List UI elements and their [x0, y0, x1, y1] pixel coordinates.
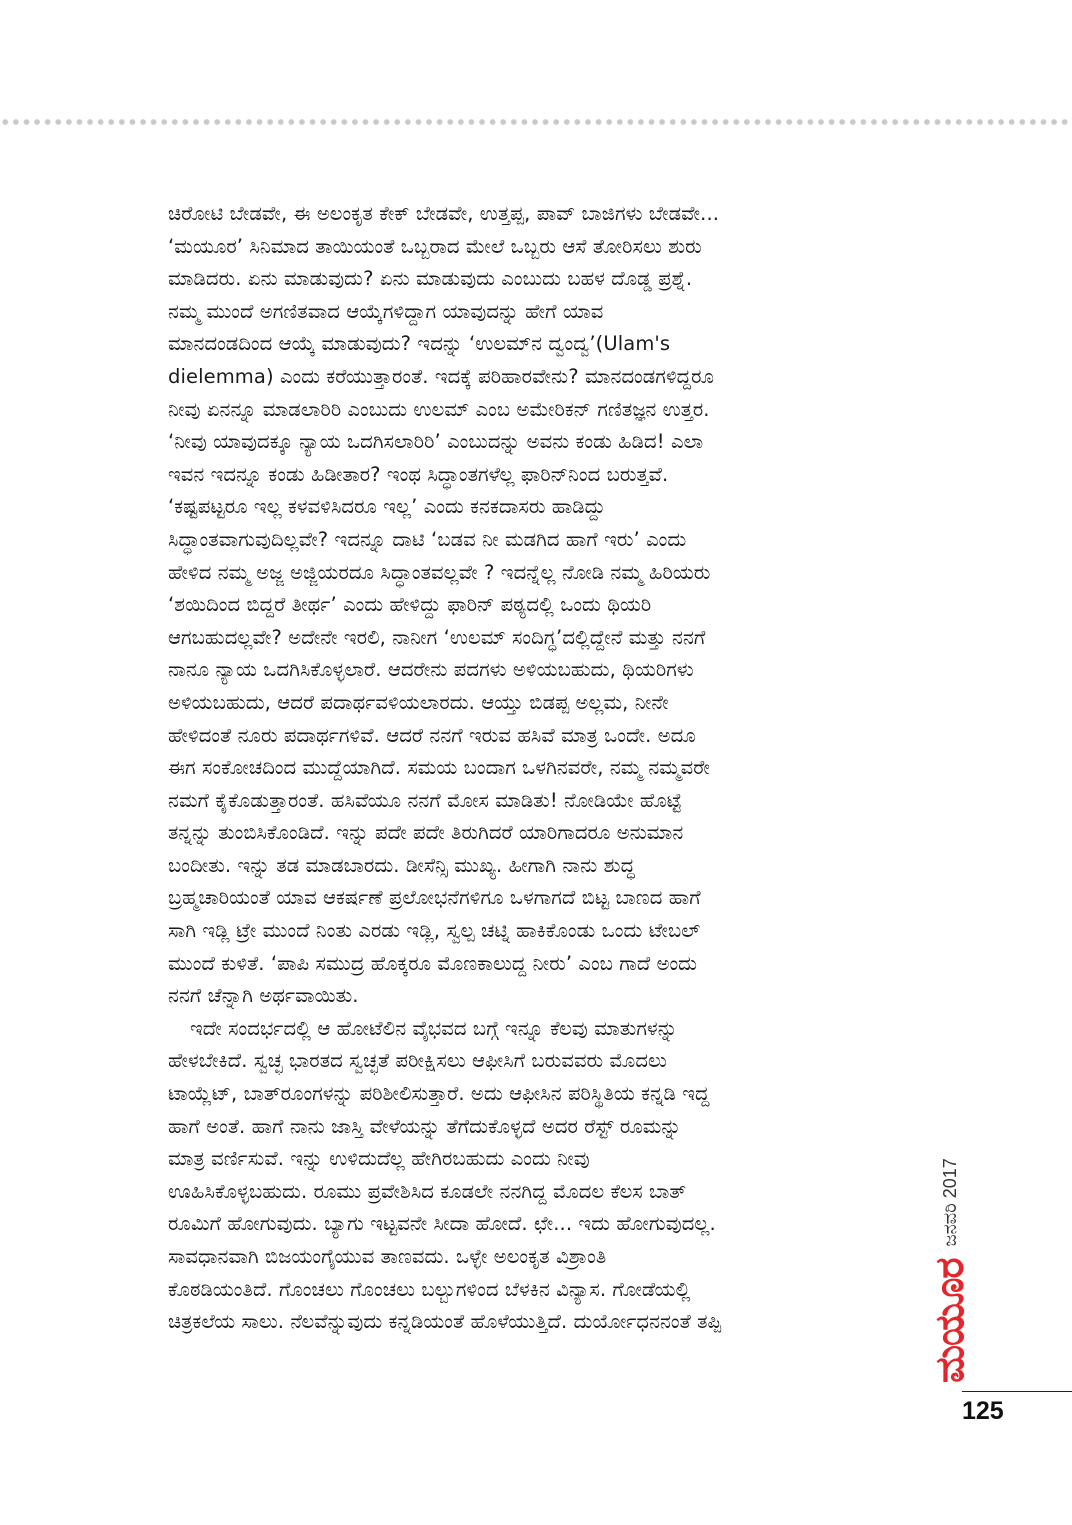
paragraph-start-line: ಇದೇ ಸಂದರ್ಭದಲ್ಲಿ ಆ ಹೋಟೆಲಿನ ವೈಭವದ ಬಗ್ಗೆ ಇನ್ನೂ ಕೆಲವು ಮಾತುಗಳನ್ನು [190, 1016, 678, 1040]
text-line: ‘ಕಷ್ಟಪಟ್ಟರೂ ಇಲ್ಲ ಕಳವಳಿಸಿದರೂ ಇಲ್ಲ’ ಎಂದು ಕನಕದಾಸರು ಹಾಡಿದ್ದು [168, 495, 606, 519]
text-line: ‘ಶಯಿದಿಂದ ಬಿದ್ದರೆ ತೀರ್ಥ’ ಎಂದು ಹೇಳಿದ್ದು ಫಾರಿನ್ ಪಠ್ಯದಲ್ಲಿ ಒಂದು ಥಿಯರಿ [168, 593, 652, 617]
text-line: ನಮಗೆ ಕೈಕೊಡುತ್ತಾರಂತೆ. ಹಸಿವೆಯೂ ನನಗೆ ಮೋಸ ಮಾಡಿತು! ನೋಡಿಯೇ ಹೊಟ್ಟೆ [168, 788, 682, 812]
text-line: ಆಗಬಹುದಲ್ಲವೇ? ಅದೇನೇ ಇರಲಿ, ನಾನೀಗ ‘ಉಲಮ್ ಸಂದಿಗ್ಧ’ದಲ್ಲಿದ್ದೇನೆ ಮತ್ತು ನನಗೆ [168, 625, 706, 649]
text-line: ಹೇಳಬೇಕಿದೆ. ಸ್ವಚ್ಛ ಭಾರತದ ಸ್ವಚ್ಛತೆ ಪರೀಕ್ಷಿಸಲು ಆಫೀಸಿಗೆ ಬರುವವರು ಮೊದಲು [168, 1049, 667, 1073]
text-line: ತನ್ನನ್ನು ತುಂಬಿಸಿಕೊಂಡಿದೆ. ಇನ್ನು ಪದೇ ಪದೇ ತಿರುಗಿದರೆ ಯಾರಿಗಾದರೂ ಅನುಮಾನ [168, 821, 684, 845]
text-line: ನಾನೂ ನ್ಯಾಯ ಒದಗಿಸಿಕೊಳ್ಳಲಾರೆ. ಆದರೇನು ಪದಗಳು ಅಳಿಯಬಹುದು, ಥಿಯರಿಗಳು [168, 658, 694, 682]
text-line: dielemma) ಎಂದು ಕರೆಯುತ್ತಾರಂತೆ. ಇದಕ್ಕೆ ಪರಿಹಾರವೇನು? ಮಾನದಂಡಗಳಿದ್ದರೂ [168, 364, 715, 388]
text-line: ಸಾವಧಾನವಾಗಿ ಬಿಜಯಂಗೈಯುವ ತಾಣವದು. ಒಳ್ಳೇ ಅಲಂಕೃತ ವಿಶ್ರಾಂತಿ [168, 1245, 607, 1268]
page-number-rule [962, 1391, 1072, 1392]
text-line: ಬ್ರಹ್ಮಚಾರಿಯಂತೆ ಯಾವ ಆಕರ್ಷಣೆ ಪ್ರಲೋಭನೆಗಳಿಗೂ ಒಳಗಾಗದೆ ಬಿಟ್ಟ ಬಾಣದ ಹಾಗೆ [168, 886, 701, 910]
text-line: ಕೊಠಡಿಯಂತಿದೆ. ಗೊಂಚಲು ಗೊಂಚಲು ಬಲ್ಬುಗಳಿಂದ ಬೆಳಕಿನ ವಿನ್ಯಾಸ. ಗೋಡೆಯಲ್ಲಿ [168, 1277, 691, 1301]
text-line: ಈಗ ಸಂಕೋಚದಿಂದ ಮುದ್ದೆಯಾಗಿದೆ. ಸಮಯ ಬಂದಾಗ ಒಳಗಿನವರೇ, ನಮ್ಮ ನಮ್ಮವರೇ [168, 756, 711, 780]
magazine-sidebar [928, 1118, 1002, 1383]
text-line: ಹಾಗೆ ಅಂತೆ. ಹಾಗೆ ನಾನು ಜಾಸ್ತಿ ವೇಳೆಯನ್ನು ತೆಗೆದುಕೊಳ್ಳದೆ ಅದರ ರೆಸ್ಟ್ ರೂಮನ್ನು [168, 1114, 682, 1138]
text-line: ಬಂದೀತು. ಇನ್ನು ತಡ ಮಾಡಬಾರದು. ಡೀಸೆನ್ಸಿ ಮುಖ್ಯ. ಹೀಗಾಗಿ ನಾನು ಶುದ್ಧ [168, 853, 635, 877]
text-line: ಊಹಿಸಿಕೊಳ್ಳಬಹುದು. ರೂಮು ಪ್ರವೇಶಿಸಿದ ಕೂಡಲೇ ನನಗಿದ್ದ ಮೊದಲ ಕೆಲಸ ಬಾತ್ [168, 1179, 687, 1203]
article-body [168, 198, 908, 1339]
text-line: ರೂಮಿಗೆ ಹೋಗುವುದು. ಬ್ಯಾಗು ಇಟ್ಟವನೇ ಸೀದಾ ಹೋದೆ. ಛೇ... ಇದು ಹೋಗುವುದಲ್ಲ. [168, 1212, 716, 1236]
text-line: ಟಾಯ್ಲೆಟ್, ಬಾತ್‌ರೂಂಗಳನ್ನು ಪರಿಶೀಲಿಸುತ್ತಾರೆ. ಅದು ಆಫೀಸಿನ ಪರಿಸ್ಥಿತಿಯ ಕನ್ನಡಿ ಇದ್ದ [168, 1082, 710, 1106]
text-line: ಹೇಳಿದಂತೆ ನೂರು ಪದಾರ್ಥಗಳಿವೆ. ಆದರೆ ನನಗೆ ಇರುವ ಹಸಿವೆ ಮಾತ್ರ ಒಂದೇ. ಅದೂ [168, 723, 696, 747]
text-line: ಹೇಳಿದ ನಮ್ಮ ಅಜ್ಜ ಅಜ್ಜಿಯರದೂ ಸಿದ್ಧಾಂತವಲ್ಲವೇ ? ಇದನ್ನೆಲ್ಲ ನೋಡಿ ನಮ್ಮ ಹಿರಿಯರು [168, 560, 711, 584]
text-line: ನನಗೆ ಚೆನ್ನಾಗಿ ಅರ್ಥವಾಯಿತು. [168, 984, 359, 1008]
text-line: ನೀವು ಏನನ್ನೂ ಮಾಡಲಾರಿರಿ ಎಂಬುದು ಉಲಮ್ ಎಂಬ ಅಮೇರಿಕನ್ ಗಣಿತಜ್ಞನ ಉತ್ತರ. [168, 397, 710, 421]
text-line: ಸಿದ್ಧಾಂತವಾಗುವುದಿಲ್ಲವೇ? ಇದನ್ನೂ ದಾಟಿ ‘ಬಡವ ನೀ ಮಡಗಿದ ಹಾಗೆ ಇರು’ ಎಂದು [168, 527, 687, 551]
masthead [927, 1123, 973, 1383]
text-line: ‘ಮಯೂರ’ ಸಿನಿಮಾದ ತಾಯಿಯಂತೆ ಒಬ್ಬರಾದ ಮೇಲೆ ಒಬ್ಬರು ಆಸೆ ತೋರಿಸಲು ಶುರು [168, 234, 702, 258]
text-line: ನಮ್ಮ ಮುಂದೆ ಅಗಣಿತವಾದ ಆಯ್ಕೆಗಳಿದ್ದಾಗ ಯಾವುದನ್ನು ಹೇಗೆ ಯಾವ [168, 299, 604, 323]
issue-date: ಜನವರಿ 2017 [940, 1158, 960, 1247]
text-line: ‘ನೀವು ಯಾವುದಕ್ಕೂ ನ್ಯಾಯ ಒದಗಿಸಲಾರಿರಿ’ ಎಂಬುದನ್ನು ಅವನು ಕಂಡು ಹಿಡಿದ! ಎಲಾ [168, 430, 704, 454]
text-line: ಸಾಗಿ ಇಡ್ಲಿ ಟ್ರೇ ಮುಂದೆ ನಿಂತು ಎರಡು ಇಡ್ಲಿ, ಸ್ವಲ್ಪ ಚಟ್ನಿ ಹಾಕಿಕೊಂಡು ಒಂದು ಟೇಬಲ್ [168, 919, 701, 943]
page-number: 125 [962, 1397, 1004, 1425]
text-line: ಮುಂದೆ ಕುಳಿತೆ. ‘ಪಾಪಿ ಸಮುದ್ರ ಹೊಕ್ಕರೂ ಮೊಣಕಾಲುದ್ದ ನೀರು’ ಎಂಬ ಗಾದೆ ಅಂದು [168, 951, 698, 975]
text-line: ಮಾನದಂಡದಿಂದ ಆಯ್ಕೆ ಮಾಡುವುದು? ಇದನ್ನು ‘ಉಲಮ್‌ನ ದ್ವಂದ್ವ’(Ulam's [168, 332, 671, 356]
text-line: ಇವನ ಇದನ್ನೂ ಕಂಡು ಹಿಡೀತಾರ? ಇಂಥ ಸಿದ್ಧಾಂತಗಳೆಲ್ಲ ಫಾರಿನ್‌ನಿಂದ ಬರುತ್ತವೆ. [168, 462, 669, 486]
text-line: ಅಳಿಯಬಹುದು, ಆದರೆ ಪದಾರ್ಥವಳಿಯಲಾರದು. ಆಯ್ತು ಬಿಡಪ್ಪ ಅಲ್ಲಮ, ನೀನೇ [168, 690, 669, 714]
text-line: ಮಾಡಿದರು. ಏನು ಮಾಡುವುದು? ಏನು ಮಾಡುವುದು ಎಂಬುದು ಬಹಳ ದೊಡ್ಡ ಪ್ರಶ್ನೆ. [168, 267, 693, 291]
text-line: ಮಾತ್ರ ವರ್ಣಿಸುವೆ. ಇನ್ನು ಉಳಿದುದೆಲ್ಲ ಹೇಗಿರಬಹುದು ಎಂದು ನೀವು [168, 1147, 590, 1171]
magazine-logo: ಮಯೂರ [927, 1258, 973, 1383]
dotted-header-rule [0, 118, 1072, 126]
text-line: ಚಿರೋಟಿ ಬೇಡವೇ, ಈ ಅಲಂಕೃತ ಕೇಕ್ ಬೇಡವೇ, ಉತ್ತಪ್ಪ, ಪಾವ್ ಬಾಜಿಗಳು ಬೇಡವೇ... [168, 202, 720, 225]
text-line: ಚಿತ್ರಕಲೆಯ ಸಾಲು. ನೆಲವೆನ್ನುವುದು ಕನ್ನಡಿಯಂತೆ ಹೊಳೆಯುತ್ತಿದೆ. ದುರ್ಯೋಧನನಂತೆ ತಪ್ಪಿ [168, 1310, 722, 1334]
